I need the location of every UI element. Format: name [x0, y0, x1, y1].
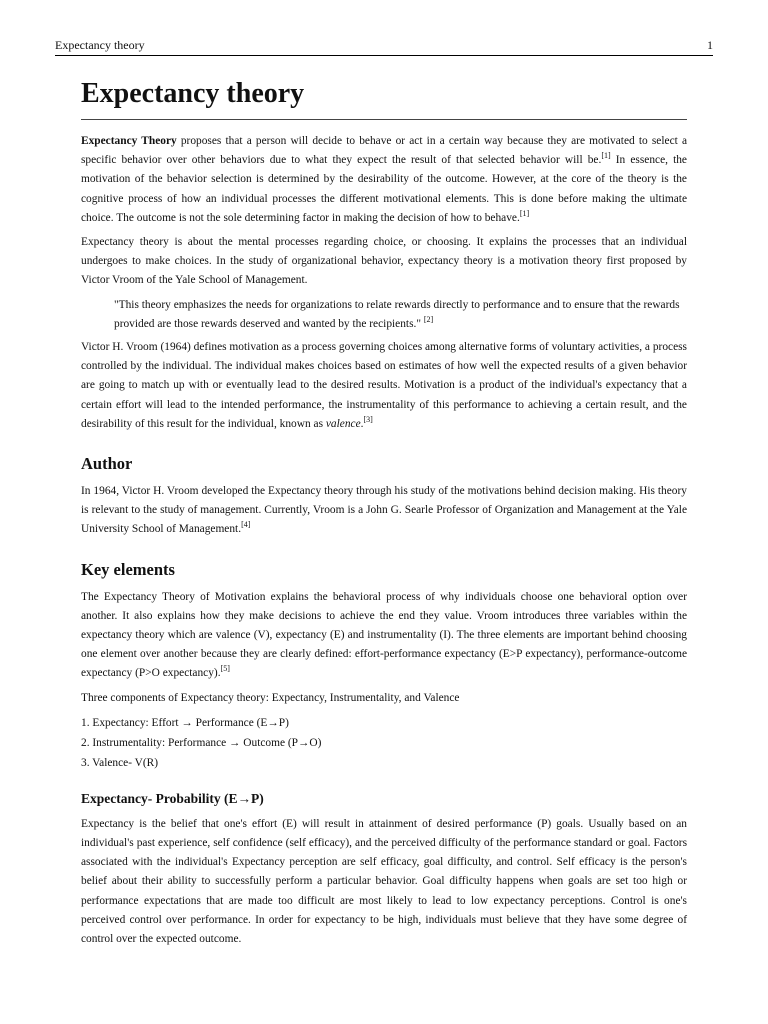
citation-link[interactable]: [5] — [220, 664, 230, 674]
intro-paragraph-1 — [81, 132, 687, 228]
intro-text-b: In essence, the motivation of the behavior selection is determined by the desirability of the outcome. However, at the core of the theory is the cognitive process of how an individual processes the different motivational elements. This is done before making the ultimate choice. The outcome is not the sole determining factor in making the decision of how to behave. — [81, 154, 687, 224]
citation-link[interactable]: [3] — [363, 414, 373, 424]
intro-paragraph-3 — [81, 338, 687, 434]
author-paragraph — [81, 482, 687, 540]
article-body — [81, 76, 687, 954]
running-header — [55, 37, 713, 56]
article-title: Expectancy theory — [81, 76, 687, 120]
running-header-title: Expectancy theory — [55, 38, 145, 52]
components-intro: Three components of Expectancy theory: Expectancy, Instrumentality, and Valence — [81, 691, 460, 704]
valence-term: valence — [325, 417, 361, 430]
section-heading-author: Author — [81, 454, 133, 474]
intro-bold-term: Expectancy Theory — [81, 135, 177, 147]
intro-p3-text: Victor H. Vroom (1964) defines motivation as a process governing choices among alternative forms of voluntary activities, a process controlled by the individual. The individual makes choices based on estimates of how well the expected results of a given behavior are going to match up with or eventually lead to the desired results. Motivation is a product of the individual's expectancy that a certain effort will lead to the intended performance, the instrumentality of this performance to achieving a certain result, and the desirability of this result for the individual, known as — [81, 341, 687, 430]
components-list — [81, 713, 687, 773]
key-elements-paragraph — [81, 588, 687, 684]
citation-link[interactable]: [2] — [423, 314, 434, 324]
vroom-quote — [81, 296, 687, 334]
citation-link[interactable]: [4] — [241, 520, 251, 530]
citation-link[interactable]: [1] — [601, 151, 611, 161]
page-number: 1 — [707, 38, 713, 52]
intro-text-a: proposes that a person will decide to behave or act in a certain way because they are motivated to select a specific behavior over other behaviors due to what they expect the result of that selected behavior will be. — [81, 135, 687, 167]
key-elements-text: The Expectancy Theory of Motivation explains the behavioral process of why individuals choose one behavioral option over another. It also explains how they make decisions to achieve the end they value. Vroom introduces three variables within the expectancy theory which are valence (V), expectancy (E) and instrumentality (I). The three elements are important behind choosing one element over another because they are clearly defined: effort-performance expectancy (E>P expectancy), performance-outcome expectancy (P>O expectancy). — [81, 590, 687, 680]
section-heading-key-elements: Key elements — [81, 559, 175, 579]
subsection-heading-expectancy: Expectancy- Probability (E→P) — [81, 790, 264, 806]
expectancy-paragraph: Expectancy is the belief that one's effort (E) will result in attainment of desired performance (P) goals. Usually based on an individual's past experience, self confidence (self efficacy), and the perceived difficulty of the performance standard or goal. Factors associated with the individual's Expectancy perception are self efficacy, goal difficulty, and control. Self efficacy is the person's belief about their ability to successfully perform a particular behavior. Goal difficulty happens when goals are set too high or performance expectations that are made too difficult are most likely to lead to low expectancy perceptions. Control is one's perceived control over performance. In order for expectancy to be high, individuals must believe that they have some degree of control over the expected outcome. — [81, 817, 687, 946]
list-item: 3. Valence- V(R) — [81, 756, 159, 769]
author-text: In 1964, Victor H. Vroom developed the Expectancy theory through his study of the motivations behind decision making. His theory is relevant to the study of management. Currently, Vroom is a John G. Searle Professor of Organization and Management at the Yale University School of Management. — [81, 485, 687, 536]
list-item: 1. Expectancy: Effort → Performance (E→P) — [81, 716, 289, 729]
intro-paragraph-2: Expectancy theory is about the mental processes regarding choice, or choosing. It explains the processes that an individual undergoes to make choices. In the study of organizational behavior, expectancy theory is a motivation theory first proposed by Victor Vroom of the Yale School of Management. — [81, 236, 687, 287]
list-item: 2. Instrumentality: Performance → Outcome (P→O) — [81, 736, 322, 749]
intro-p3-end: . — [360, 417, 364, 430]
citation-link[interactable]: [1] — [519, 208, 530, 218]
quote-text: "This theory emphasizes the needs for organizations to relate rewards directly to performance and to ensure that the rewards provided are those rewards deserved and wanted by the recipients." — [114, 298, 680, 330]
